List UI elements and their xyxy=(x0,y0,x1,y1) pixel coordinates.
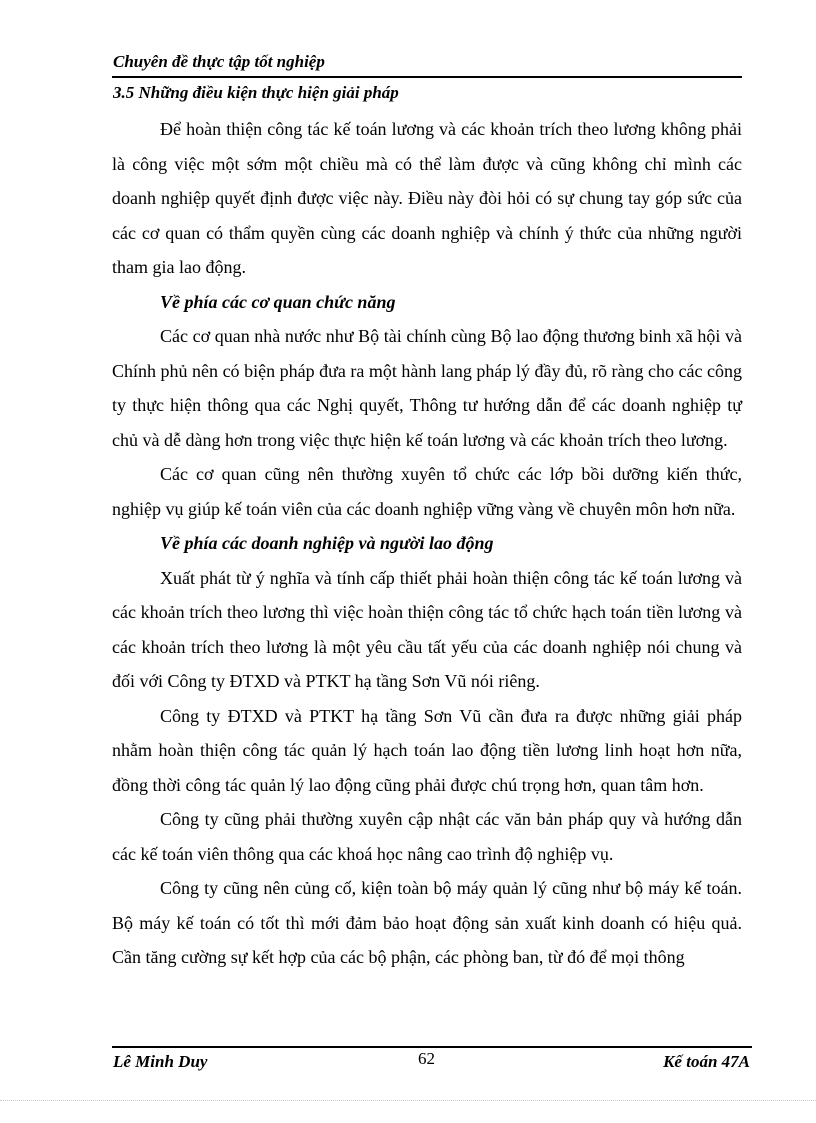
paragraph-enterprises-3: Công ty cũng phải thường xuyên cập nhật các văn bản pháp quy và hướng dẫn các kế toán viên thông qua các khoá học nâng cao trình độ nghiệp vụ. xyxy=(112,809,742,864)
paragraph-enterprises-1: Xuất phát từ ý nghĩa và tính cấp thiết phải hoàn thiện công tác kế toán lương và các khoản trích theo lương thì việc hoàn thiện công tác tổ chức hạch toán tiền lương và các khoản trích theo lương là một yêu cầu tất yếu của các doanh nghiệp nói chung và đối với Công ty ĐTXD và PTKT hạ tầng Sơn Vũ nói riêng. xyxy=(112,567,742,691)
paragraph-intro: Để hoàn thiện công tác kế toán lương và các khoản trích theo lương không phải là công việc một sớm một chiều mà có thể làm được và cũng không chỉ mình các doanh nghiệp quyết định được việc này. Điều này đòi hỏi có sự chung tay góp sức của các cơ quan có thẩm quyền cùng các doanh nghiệp và chính ý thức của những người tham gia lao động. xyxy=(112,119,742,277)
footer-class: Kế toán 47A xyxy=(663,1052,750,1071)
paragraph-enterprises-2: Công ty ĐTXD và PTKT hạ tầng Sơn Vũ cần đưa ra được những giải pháp nhằm hoàn thiện công tác quản lý hạch toán lao động tiền lương linh hoạt hơn nữa, đồng thời công tác quản lý lao động cũng phải được chú trọng hơn, quan tâm hơn. xyxy=(112,705,742,795)
page-bottom-edge xyxy=(0,1100,816,1101)
paragraph-enterprises-4: Công ty cũng nên củng cố, kiện toàn bộ máy quản lý cũng như bộ máy kế toán. Bộ máy kế toán có tốt thì mới đảm bảo hoạt động sản xuất kinh doanh có hiệu quả. Cần tăng cường sự kết hợp của các bộ phận, các phòng ban, từ đó để mọi thông xyxy=(112,878,742,967)
subheading-agencies: Về phía các cơ quan chức năng xyxy=(160,291,396,312)
paragraph-agencies-1: Các cơ quan nhà nước như Bộ tài chính cùng Bộ lao động thương binh xã hội và Chính phủ nên có biện pháp đưa ra một hành lang pháp lý đầy đủ, rõ ràng cho các công ty thực hiện thông qua các Nghị quyết, Thông tư hướng dẫn để các doanh nghiệp tự chủ và dễ dàng hơn trong việc thực hiện kế toán lương và các khoản trích theo lương. xyxy=(112,326,742,450)
page-number: 62 xyxy=(418,1049,435,1068)
header-rule xyxy=(112,76,742,78)
footer-rule xyxy=(112,1046,752,1048)
header-title: Chuyên đề thực tập tốt nghiệp xyxy=(113,52,325,71)
section-heading: 3.5 Những điều kiện thực hiện giải pháp xyxy=(113,83,399,102)
footer-author: Lê Minh Duy xyxy=(113,1052,208,1071)
paragraph-agencies-2: Các cơ quan cũng nên thường xuyên tổ chức các lớp bồi dưỡng kiến thức, nghiệp vụ giúp kế toán viên của các doanh nghiệp vững vàng về chuyên môn hơn nữa. xyxy=(112,464,742,519)
body-text xyxy=(112,112,742,975)
subheading-enterprises: Về phía các doanh nghiệp và người lao động xyxy=(160,533,494,553)
